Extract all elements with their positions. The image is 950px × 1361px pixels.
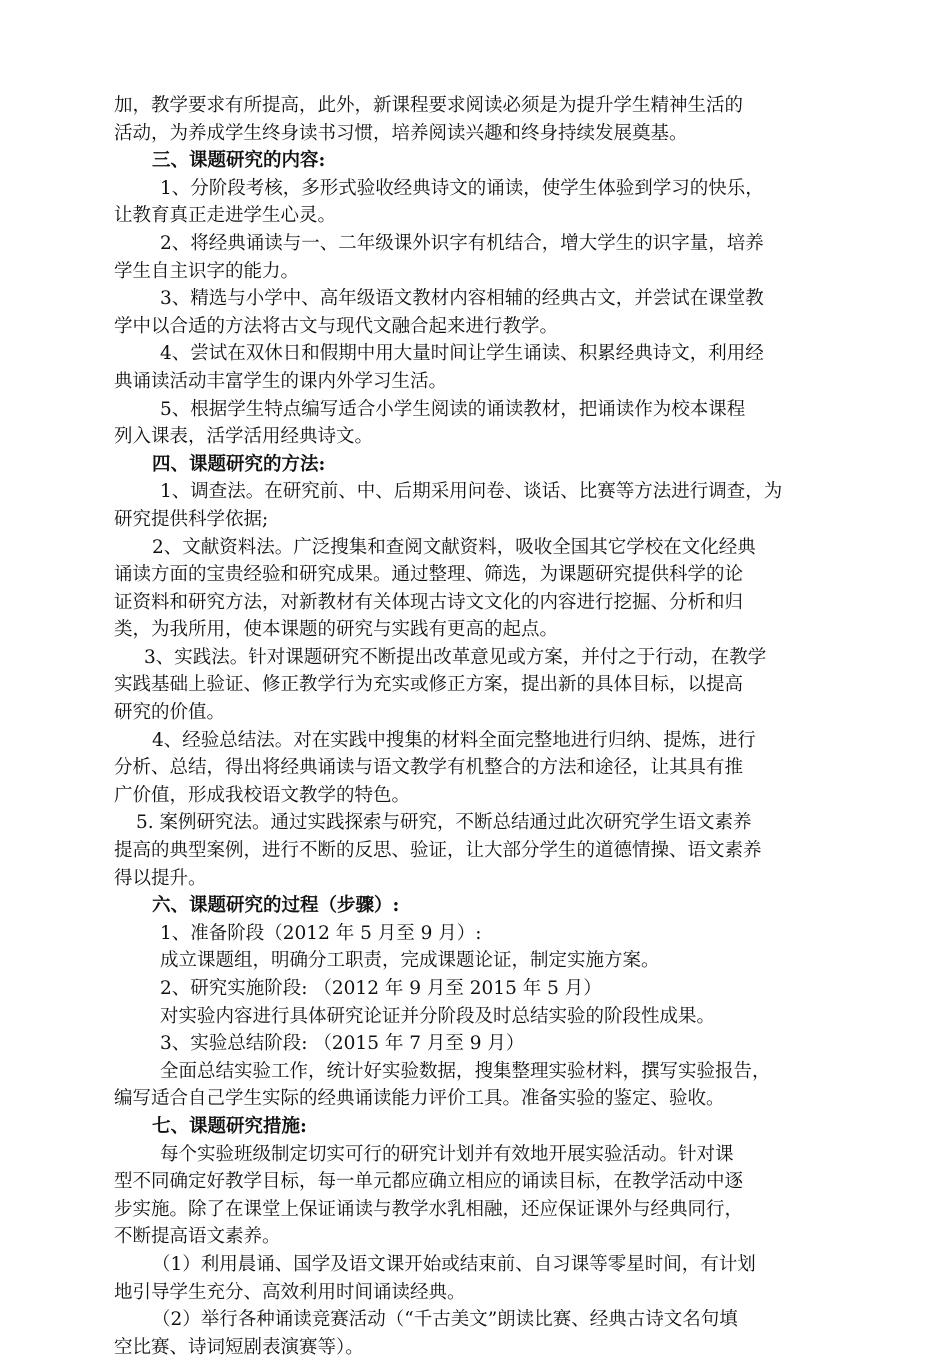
paragraph-line: 学生自主识字的能力。 <box>114 260 300 282</box>
paragraph-line: 列入课表，活学活用经典诗文。 <box>114 426 374 448</box>
section-heading: 四、课题研究的方法: <box>152 453 326 475</box>
paragraph-line: 活动，为养成学生终身读书习惯，培养阅读兴趣和终身持续发展奠基。 <box>114 122 688 144</box>
paragraph-line: 3、精选与小学中、高年级语文教材内容相辅的经典古文，并尝试在课堂教 <box>160 288 764 310</box>
paragraph-line: 4、经验总结法。对在实践中搜集的材料全面完整地进行归纳、提炼，进行 <box>152 729 756 751</box>
paragraph-line: 5、根据学生特点编写适合小学生阅读的诵读教材，把诵读作为校本课程 <box>160 398 746 420</box>
paragraph-line: 步实施。除了在课堂上保证诵读与教学水乳相融，还应保证课外与经典同行， <box>114 1198 744 1220</box>
paragraph-line: 广价值，形成我校语文教学的特色。 <box>114 784 411 806</box>
paragraph-line: 加，教学要求有所提高，此外，新课程要求阅读必须是为提升学生精神生活的 <box>114 95 744 116</box>
paragraph-line: 诵读方面的宝贵经验和研究成果。通过整理、筛选，为课题研究提供科学的论 <box>114 564 744 586</box>
paragraph-line: （1）利用晨诵、国学及语文课开始或结束前、自习课等零星时间，有计划 <box>152 1253 756 1275</box>
paragraph-line: 证资料和研究方法，对新教材有关体现古诗文文化的内容进行挖掘、分析和归 <box>114 591 744 613</box>
paragraph-line: 1、分阶段考核，多形式验收经典诗文的诵读，使学生体验到学习的快乐， <box>160 177 764 199</box>
paragraph-line: 成立课题组，明确分工职责，完成课题论证，制定实施方案。 <box>160 950 660 972</box>
section-heading: 七、课题研究措施: <box>152 1115 307 1137</box>
paragraph-line: 不断提高语文素养。 <box>114 1226 281 1248</box>
paragraph-line: 实践基础上验证、修正教学行为充实或修正方案，提出新的具体目标，以提高 <box>114 674 744 696</box>
section-heading: 六、课题研究的过程（步骤）: <box>152 895 400 917</box>
paragraph-line: 提高的典型案例，进行不断的反思、验证，让大部分学生的道德情操、语文素养 <box>114 840 762 862</box>
paragraph-line: （2）举行各种诵读竞赛活动（“千古美文”朗读比赛、经典古诗文名句填 <box>152 1309 738 1331</box>
document-body <box>114 92 862 1361</box>
paragraph-line: 2、文献资料法。广泛搜集和查阅文献资料，吸收全国其它学校在文化经典 <box>152 536 756 558</box>
paragraph-line: 每个实验班级制定切实可行的研究计划并有效地开展实验活动。针对课 <box>160 1143 734 1165</box>
paragraph-line: 2、研究实施阶段: （2012 年 9 月至 2015 年 5 月） <box>160 978 602 999</box>
paragraph-line: 典诵读活动丰富学生的课内外学习生活。 <box>114 370 448 392</box>
paragraph-line: 2、将经典诵读与一、二年级课外识字有机结合，增大学生的识字量，培养 <box>160 232 764 254</box>
paragraph-line: 得以提升。 <box>114 867 207 889</box>
paragraph-line: 4、尝试在双休日和假期中用大量时间让学生诵读、积累经典诗文，利用经 <box>160 343 764 365</box>
paragraph-line: 全面总结实验工作，统计好实验数据，搜集整理实验材料，撰写实验报告， <box>160 1060 771 1082</box>
paragraph-line: 3、实践法。针对课题研究不断提出改革意见或方案，并付之于行动，在教学 <box>144 646 767 668</box>
paragraph-line: 研究的价值。 <box>114 702 226 724</box>
paragraph-line: 类，为我所用，使本课题的研究与实践有更高的起点。 <box>114 619 559 641</box>
paragraph-line: 空比赛、诗词短剧表演赛等）。 <box>114 1336 364 1358</box>
paragraph-line: 1、调查法。在研究前、中、后期采用问卷、谈话、比赛等方法进行调查，为 <box>160 481 783 503</box>
paragraph-line: 3、实验总结阶段: （2015 年 7 月至 9 月） <box>160 1033 525 1055</box>
paragraph-line: 让教育真正走进学生心灵。 <box>114 205 337 227</box>
paragraph-line: 地引导学生充分、高效利用时间诵读经典。 <box>114 1281 466 1303</box>
paragraph-line: 分析、总结，得出将经典诵读与语文教学有机整合的方法和途径，让其具有推 <box>114 757 744 779</box>
paragraph-line: 1、准备阶段（2012 年 5 月至 9 月）: <box>160 922 482 944</box>
paragraph-line: 型不同确定好教学目标，每一单元都应确立相应的诵读目标，在教学活动中逐 <box>114 1171 744 1193</box>
section-heading: 三、课题研究的内容: <box>152 150 326 172</box>
paragraph-line: 编写适合自己学生实际的经典诵读能力评价工具。准备实验的鉴定、验收。 <box>114 1088 725 1110</box>
paragraph-line: 研究提供科学依据; <box>114 508 269 530</box>
paragraph-line: 学中以合适的方法将古文与现代文融合起来进行教学。 <box>114 315 559 337</box>
paragraph-line: 对实验内容进行具体研究论证并分阶段及时总结实验的阶段性成果。 <box>160 1005 716 1027</box>
paragraph-line: 5. 案例研究法。通过实践探索与研究，不断总结通过此次研究学生语文素养 <box>136 812 752 834</box>
